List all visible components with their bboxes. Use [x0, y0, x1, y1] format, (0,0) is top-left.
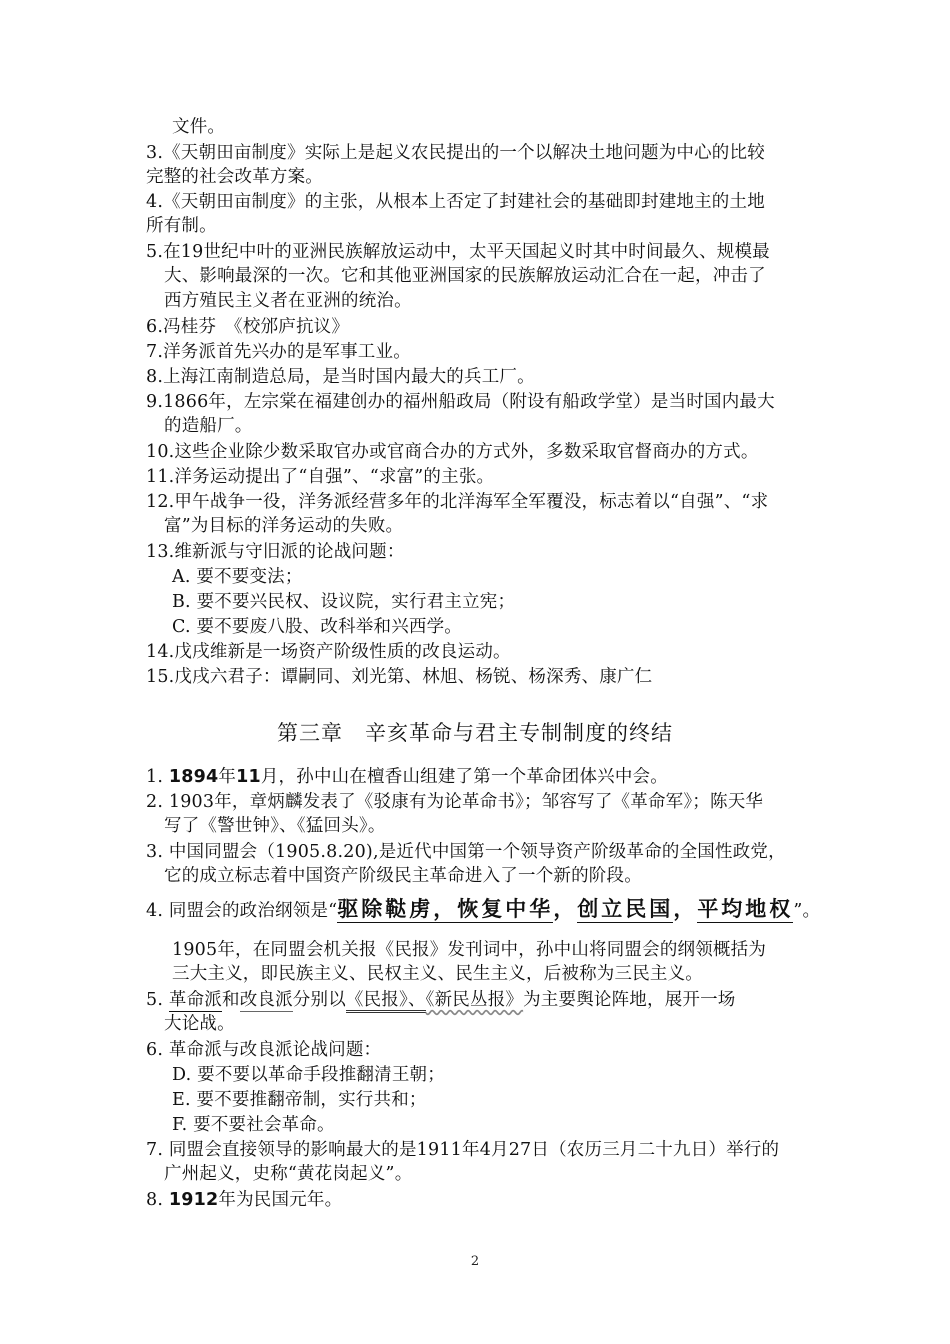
- item-number: 5.: [146, 990, 169, 1010]
- text: 和: [221, 990, 240, 1010]
- slogan-highlight: 驱除鞑虏，恢复中华: [337, 897, 554, 921]
- list-item: B. 要不要兴民权、设议院，实行君主立宪；: [172, 592, 516, 612]
- slogan-highlight: 平均地权: [697, 897, 794, 921]
- text: 分别以: [292, 990, 346, 1010]
- item-number: 1.: [146, 767, 169, 787]
- text-line: 广州起义，史称“黄花岗起义”。: [164, 1164, 413, 1184]
- underlined-term: 《新民丛报》: [425, 990, 524, 1010]
- text-line: 完整的社会改革方案。: [146, 167, 323, 187]
- list-item: A. 要不要变法；: [172, 567, 303, 587]
- underlined-term: 改良派: [239, 990, 293, 1010]
- text-line: 13.维新派与守旧派的论战问题：: [146, 542, 405, 562]
- text-line: 富”为目标的洋务运动的失败。: [164, 516, 404, 536]
- text: 年为民国元年。: [218, 1190, 343, 1210]
- year: 1894: [168, 767, 219, 787]
- text-line: 14.戊戌维新是一场资产阶级性质的改良运动。: [146, 642, 511, 662]
- text-line: 12.甲午战争一役，洋务派经营多年的北洋海军全军覆没，标志着以“自强”、“求: [146, 492, 769, 512]
- text: 4. 同盟会的政治纲领是“: [146, 901, 338, 921]
- underlined-term: 革命派: [168, 990, 222, 1010]
- text: ”。: [793, 901, 821, 921]
- text: ，: [553, 897, 578, 921]
- text-line: 6.冯桂芬 《校邠庐抗议》: [146, 317, 350, 337]
- item-number: 8.: [146, 1190, 169, 1210]
- text-line: 所有制。: [146, 216, 217, 236]
- text-line: 的造船厂。: [164, 416, 253, 436]
- text-line: 9.1866年，左宗棠在福建创办的福州船政局（附设有船政学堂）是当时国内最大: [146, 392, 775, 412]
- text-line: 8.上海江南制造总局，是当时国内最大的兵工厂。: [146, 367, 535, 387]
- text-line: 它的成立标志着中国资产阶级民主革命进入了一个新的阶段。: [164, 866, 642, 886]
- text-line: 三大主义，即民族主义、民权主义、民生主义，后被称为三民主义。: [172, 964, 703, 984]
- text-line: 4.《天朝田亩制度》的主张，从根本上否定了封建社会的基础即封建地主的土地: [146, 192, 765, 212]
- text-line: 3.《天朝田亩制度》实际上是起义农民提出的一个以解决土地问题为中心的比较: [146, 143, 765, 163]
- underlined-term: 《民报》、: [346, 990, 426, 1013]
- text: 年: [218, 767, 237, 787]
- text-line: 10.这些企业除少数采取官办或官商合办的方式外，多数采取官督商办的方式。: [146, 442, 759, 462]
- text-line: 7. 同盟会直接领导的影响最大的是1911年4月27日（农历三月二十九日）举行的: [146, 1140, 780, 1160]
- text-line: 2. 1903年，章炳麟发表了《驳康有为论革命书》；邹容写了《革命军》；陈天华: [146, 792, 764, 812]
- text-line: 西方殖民主义者在亚洲的统治。: [164, 291, 412, 311]
- text-line: [146, 1188, 342, 1212]
- list-item: C. 要不要废八股、改科举和兴西学。: [172, 617, 462, 637]
- month: 11: [236, 767, 261, 787]
- text-line: 大论战。: [164, 1014, 235, 1034]
- text-line: 15.戊戌六君子：谭嗣同、刘光第、林旭、杨锐、杨深秀、康广仁: [146, 667, 653, 687]
- text-line: 11.洋务运动提出了“自强”、“求富”的主张。: [146, 467, 495, 487]
- text-line: 6. 革命派与改良派论战问题：: [146, 1040, 382, 1060]
- text: ，: [673, 897, 698, 921]
- text: 月，孙中山在檀香山组建了第一个革命团体兴中会。: [260, 767, 668, 787]
- page-number: 2: [470, 1254, 480, 1269]
- text-line: [146, 988, 736, 1012]
- slogan-highlight: 创立民国: [577, 897, 674, 921]
- text-line: 3. 中国同盟会（1905.8.20),是近代中国第一个领导资产阶级革命的全国性政党，: [146, 842, 786, 862]
- text-line: 1905年，在同盟会机关报《民报》发刊词中，孙中山将同盟会的纲领概括为: [172, 940, 767, 960]
- list-item: D. 要不要以革命手段推翻清王朝；: [172, 1065, 445, 1085]
- text-line: 大、影响最深的一次。它和其他亚洲国家的民族解放运动汇合在一起，冲击了: [164, 266, 766, 286]
- list-item: E. 要不要推翻帝制，实行共和；: [172, 1090, 427, 1110]
- text-line: [146, 765, 668, 789]
- year: 1912: [168, 1190, 219, 1210]
- text-line: 写了《警世钟》、《猛回头》。: [164, 816, 386, 836]
- text-line: 7.洋务派首先兴办的是军事工业。: [146, 342, 411, 362]
- list-item: F. 要不要社会革命。: [172, 1115, 335, 1135]
- text: 为主要舆论阵地，展开一场: [523, 990, 736, 1010]
- chapter-title: 第三章 辛亥革命与君主专制制度的终结: [277, 721, 673, 745]
- text-line: [146, 897, 820, 923]
- text-line: 文件。: [172, 117, 226, 137]
- text-line: 5.在19世纪中叶的亚洲民族解放运动中，太平天国起义时其中时间最久、规模最: [146, 242, 770, 262]
